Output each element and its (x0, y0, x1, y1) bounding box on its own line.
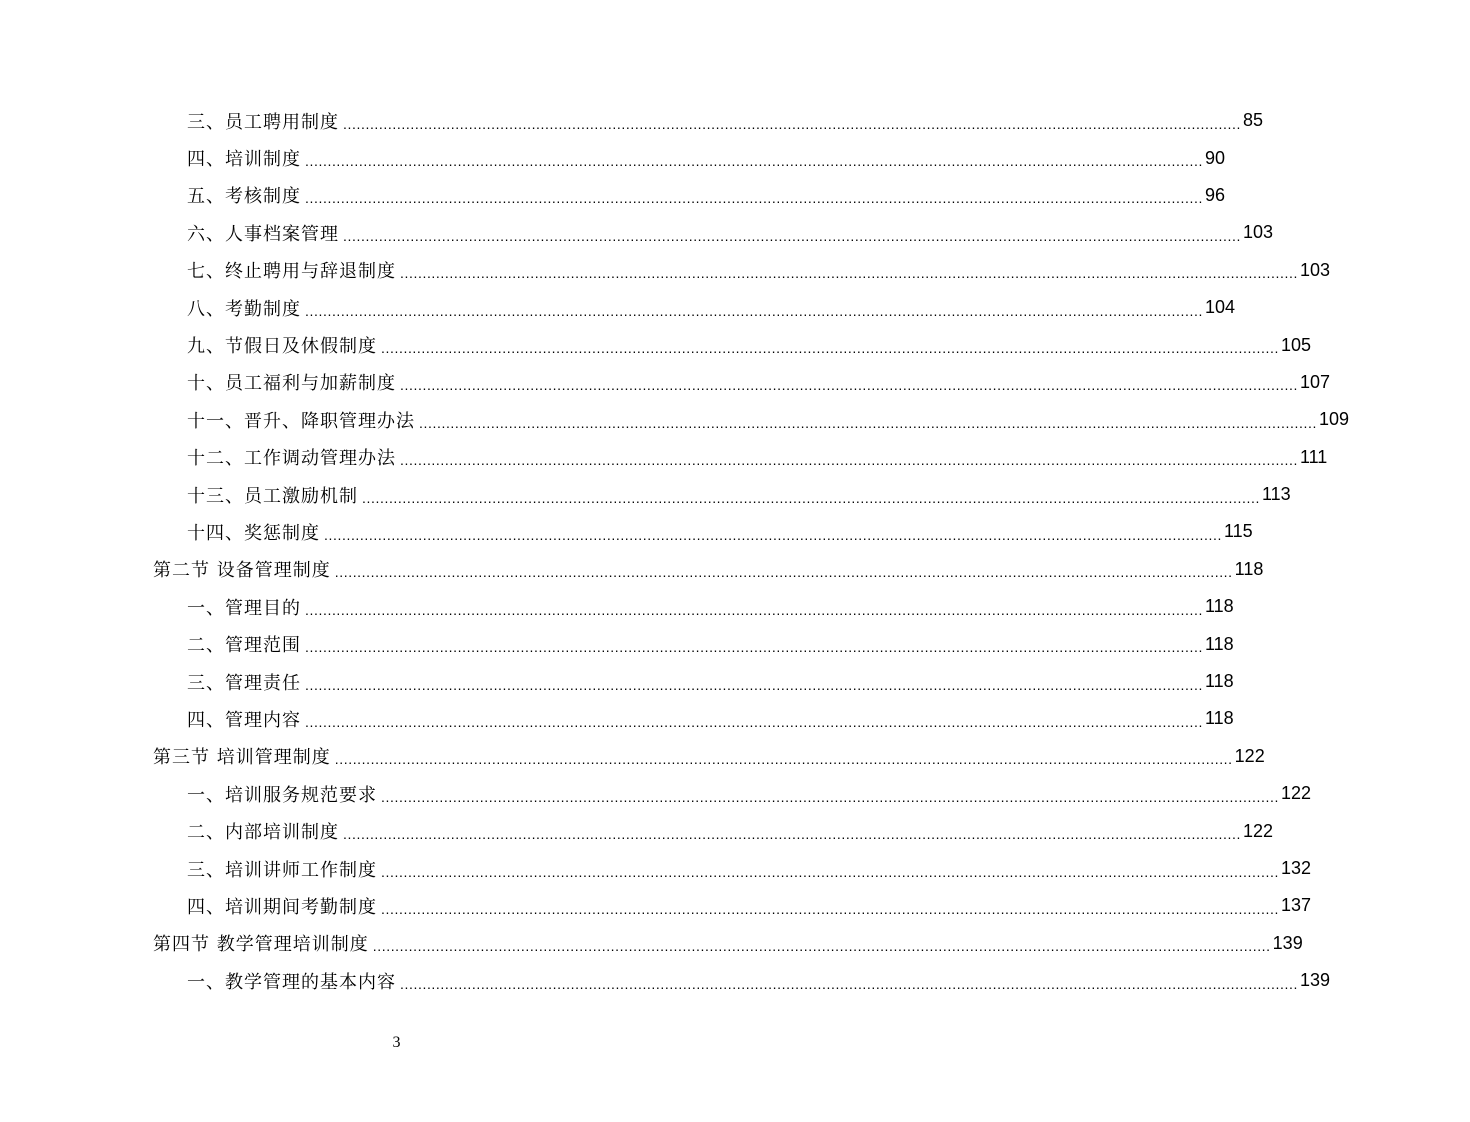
toc-entry-page: 107 (1299, 371, 1330, 392)
toc-leader-dots: ........................................................................................................................................................................................................ (305, 190, 1203, 207)
toc-entry-label: 三、管理责任 (187, 672, 301, 694)
toc-leader-dots: ........................................................................................................................................................................................................ (400, 377, 1298, 394)
toc-entry-page: 96 (1204, 184, 1225, 205)
toc-leader-dots: ........................................................................................................................................................................................................ (305, 713, 1203, 730)
toc-entry[interactable] (0, 364, 1330, 401)
toc-entry-label: 三、培训讲师工作制度 (187, 859, 377, 881)
toc-leader-dots: ........................................................................................................................................................................................................ (400, 265, 1298, 282)
toc-entry-label: 十一、晋升、降职管理办法 (187, 410, 415, 432)
toc-entry-page: 103 (1299, 259, 1330, 280)
toc-entry-label: 九、节假日及休假制度 (187, 336, 377, 358)
toc-entry-label: 三、员工聘用制度 (187, 111, 339, 133)
toc-entry-page: 103 (1242, 222, 1273, 243)
toc-leader-dots: ........................................................................................................................................................................................................ (400, 975, 1298, 992)
toc-entry-label: 一、培训服务规范要求 (187, 784, 377, 806)
toc-entry-label: 十四、奖惩制度 (187, 522, 320, 544)
toc-entry[interactable] (0, 663, 1234, 700)
toc-entry-page: 118 (1204, 671, 1234, 692)
toc-entry-page: 90 (1204, 147, 1225, 168)
toc-entry-page: 118 (1204, 708, 1234, 729)
toc-leader-dots: ........................................................................................................................................................................................................ (334, 564, 1233, 581)
toc-leader-dots: ........................................................................................................................................................................................................ (381, 788, 1279, 805)
toc-leader-dots: ........................................................................................................................................................................................................ (343, 227, 1241, 244)
toc-entry-page: 104 (1204, 297, 1235, 318)
toc-leader-dots: ........................................................................................................................................................................................................ (400, 452, 1298, 469)
toc-leader-dots: ........................................................................................................................................................................................................ (324, 526, 1222, 543)
toc-entry-label: 十三、员工激励机制 (187, 485, 358, 507)
toc-leader-dots: ........................................................................................................................................................................................................ (381, 340, 1279, 357)
toc-leader-dots: ........................................................................................................................................................................................................ (419, 414, 1317, 431)
toc-entry-page: 122 (1242, 820, 1273, 841)
toc-entry[interactable] (0, 513, 1253, 550)
toc-entry-page: 122 (1280, 783, 1311, 804)
toc-entry-page: 111 (1299, 446, 1328, 467)
toc-entry-label: 二、管理范围 (187, 635, 301, 657)
toc-leader-dots: ........................................................................................................................................................................................................ (305, 153, 1203, 170)
toc-entry[interactable] (0, 177, 1225, 214)
toc-entry[interactable] (0, 700, 1234, 737)
toc-entry-label: 十二、工作调动管理办法 (187, 448, 396, 470)
toc-entry-label: 五、考核制度 (187, 186, 301, 208)
toc-entry-page: 137 (1280, 895, 1311, 916)
toc-entry-page: 105 (1280, 334, 1311, 355)
toc-entry-label: 十、员工福利与加薪制度 (187, 373, 396, 395)
toc-leader-dots: ........................................................................................................................................................................................................ (343, 826, 1241, 843)
toc-entry-page: 115 (1223, 521, 1253, 542)
toc-entry[interactable] (0, 439, 1328, 476)
toc-entry-label: 第三节 培训管理制度 (153, 747, 331, 769)
toc-entry-page: 118 (1234, 558, 1264, 579)
toc-entry-page: 85 (1242, 110, 1263, 131)
toc-leader-dots: ........................................................................................................................................................................................................ (334, 751, 1233, 768)
toc-leader-dots: ........................................................................................................................................................................................................ (381, 863, 1279, 880)
toc-entry-label: 八、考勤制度 (187, 298, 301, 320)
toc-entry-label: 七、终止聘用与辞退制度 (187, 261, 396, 283)
table-of-contents (0, 102, 1349, 999)
toc-entry-page: 109 (1318, 409, 1349, 430)
toc-entry-label: 四、管理内容 (187, 709, 301, 731)
toc-entry[interactable] (0, 588, 1234, 625)
toc-entry[interactable] (0, 326, 1311, 363)
toc-entry-page: 118 (1204, 633, 1234, 654)
toc-entry[interactable] (0, 775, 1311, 812)
toc-entry[interactable] (0, 289, 1235, 326)
toc-leader-dots: ........................................................................................................................................................................................................ (343, 115, 1241, 132)
toc-entry-label: 二、内部培训制度 (187, 822, 339, 844)
toc-entry-label: 四、培训期间考勤制度 (187, 896, 377, 918)
toc-section-entry[interactable] (0, 738, 1265, 775)
toc-section-entry[interactable] (0, 925, 1303, 962)
toc-entry[interactable] (0, 476, 1291, 513)
toc-leader-dots: ........................................................................................................................................................................................................ (372, 938, 1271, 955)
toc-entry-label: 六、人事档案管理 (187, 223, 339, 245)
toc-entry[interactable] (0, 102, 1263, 139)
toc-entry[interactable] (0, 625, 1234, 662)
toc-entry-page: 113 (1261, 484, 1291, 505)
toc-section-entry[interactable] (0, 551, 1264, 588)
toc-entry-label: 四、培训制度 (187, 149, 301, 171)
toc-entry-page: 118 (1204, 596, 1234, 617)
toc-entry[interactable] (0, 252, 1330, 289)
toc-entry-page: 139 (1299, 970, 1330, 991)
toc-entry[interactable] (0, 812, 1273, 849)
toc-entry-label: 第四节 教学管理培训制度 (153, 934, 369, 956)
toc-leader-dots: ........................................................................................................................................................................................................ (305, 676, 1203, 693)
toc-entry-label: 一、教学管理的基本内容 (187, 971, 396, 993)
toc-entry[interactable] (0, 214, 1273, 251)
page-number: 3 (392, 1034, 401, 1051)
toc-entry[interactable] (0, 887, 1311, 924)
toc-entry-page: 139 (1272, 932, 1303, 953)
toc-leader-dots: ........................................................................................................................................................................................................ (381, 900, 1279, 917)
toc-entry[interactable] (0, 401, 1349, 438)
toc-entry-label: 一、管理目的 (187, 597, 301, 619)
toc-leader-dots: ........................................................................................................................................................................................................ (305, 302, 1203, 319)
toc-leader-dots: ........................................................................................................................................................................................................ (305, 639, 1203, 656)
toc-leader-dots: ........................................................................................................................................................................................................ (305, 601, 1203, 618)
toc-entry-page: 122 (1234, 745, 1265, 766)
toc-entry[interactable] (0, 962, 1330, 999)
toc-entry[interactable] (0, 139, 1225, 176)
toc-leader-dots: ........................................................................................................................................................................................................ (362, 489, 1260, 506)
toc-entry-page: 132 (1280, 858, 1311, 878)
toc-entry[interactable] (0, 850, 1311, 887)
toc-entry-label: 第二节 设备管理制度 (153, 560, 331, 582)
